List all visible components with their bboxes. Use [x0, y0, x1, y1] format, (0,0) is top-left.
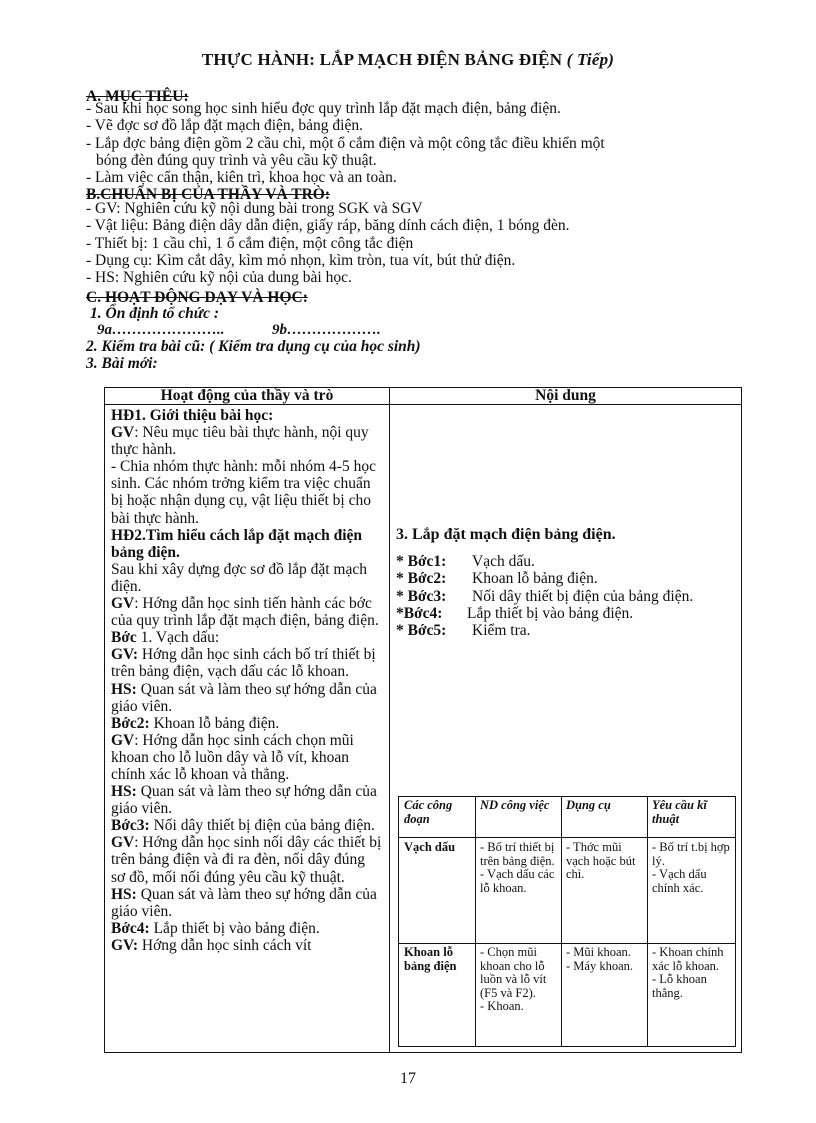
activity-para: HĐ2.Tìm hiểu cách lắp đặt mạch điện bảng điện. [111, 526, 363, 561]
org-item: 1. Ổn định tổ chức : [90, 305, 219, 322]
activity-para: Bớc4: Lắp thiết bị vào bảng điện. [111, 919, 320, 937]
procedure-table [398, 796, 736, 1047]
task-cell: - Bố trí thiết bị trên bảng điện. - Vạch dấu các lỗ khoan. [480, 840, 555, 895]
col-content-header: Nội dung [535, 388, 596, 404]
activity-column [111, 407, 383, 954]
new-lesson-item: 3. Bài mới: [86, 355, 158, 372]
objective-line: - Lắp đợc bảng điện gồm 2 cầu chì, một ổ cắm điện và một công tắc điều khiển một [86, 134, 605, 152]
step-line: *Bớc4: Lắp thiết bị vào bảng điện. [396, 604, 634, 622]
header-divider [105, 404, 741, 405]
section-objectives [86, 88, 746, 186]
step-line: * Bớc5: Kiểm tra. [396, 622, 531, 640]
content-column [396, 526, 736, 639]
header-stage: Các công đoạn [404, 798, 453, 826]
title-suffix: ( Tiếp) [566, 50, 615, 69]
activity-para: HS: Quan sát và làm theo sự hớng dẫn của giáo viên. [111, 885, 377, 920]
objective-line: - Vẽ đợc sơ đồ lắp đặt mạch điện, bảng điện. [86, 117, 363, 135]
activity-para: GV: Hớng dẫn học sinh cách vít [111, 936, 312, 954]
activity-para: HS: Quan sát và làm theo sự hớng dẫn của giáo viên. [111, 680, 377, 715]
task-cell: - Chọn mũi khoan cho lỗ luồn và lỗ vít (F5 và F2). - Khoan. [480, 945, 547, 1014]
tools-cell: - Thớc mũi vạch hoặc bút chì. [566, 840, 636, 882]
activity-para: GV: Hớng dẫn học sinh cách bố trí thiết bị trên bảng điện, vạch dấu các lỗ khoan. [111, 646, 376, 681]
section-a-heading: A. MỤC TIÊU: [86, 88, 189, 105]
activity-para: Bớc 1. Vạch dấu: [111, 629, 220, 647]
tools-cell: - Mũi khoan. - Máy khoan. [566, 945, 633, 973]
title-main: THỰC HÀNH: LẮP MẠCH ĐIỆN BẢNG ĐIỆN [201, 50, 563, 69]
section-b-heading: B.CHUẨN BỊ CỦA THẦY VÀ TRÒ: [86, 186, 331, 203]
stage-cell: Vạch dấu [404, 840, 456, 854]
stage-cell: Khoan lỗ bảng điện [404, 945, 457, 973]
activity-para: Bớc2: Khoan lỗ bảng điện. [111, 714, 280, 732]
activity-para: GV: Hớng dẫn học sinh nối dây các thiết bị trên bảng điện và đi ra đèn, nối dây đúng sơ đồ, mối nối đúng yêu cầu kỹ thuật. [111, 834, 382, 886]
activity-para: Sau khi xây dựng đợc sơ đồ lắp đặt mạch điện. [111, 560, 367, 595]
page-number: 17 [400, 1070, 416, 1087]
prep-line: - Vật liệu: Bảng điện dây dẫn điện, giấy ráp, băng dính cách điện, 1 bóng đèn. [86, 217, 570, 235]
step-line: * Bớc2: Khoan lỗ bảng điện. [396, 570, 598, 588]
activity-para: GV: Nêu mục tiêu bài thực hành, nội quy thực hành. [111, 424, 369, 459]
column-divider [389, 388, 390, 1052]
activity-para: - Chia nhóm thực hành: mỗi nhóm 4-5 học sinh. Các nhóm trởng kiểm tra việc chuẩn bị hoặc nhận dụng cụ, vật liệu thiết bị cho bài thực hành. [111, 458, 376, 527]
prep-line: - Thiết bị: 1 cầu chì, 1 ổ cắm điện, một công tắc điện [86, 234, 414, 252]
activity-para: GV: Hớng dẫn học sinh tiến hành các bớc của quy trình lắp đặt mạch điện, bảng điện. [111, 595, 379, 630]
prep-line: - Dụng cụ: Kìm cắt dây, kìm mỏ nhọn, kìm tròn, tua vít, bút thử điện. [86, 251, 516, 269]
step-line: * Bớc3: Nối dây thiết bị điện của bảng điện. [396, 587, 694, 605]
section-c-heading: C. HOẠT ĐỘNG DẠY VÀ HỌC: [86, 289, 308, 306]
header-requirement: Yêu cầu kĩ thuật [652, 798, 707, 826]
objective-line: - Làm việc cẩn thận, kiên trì, khoa học và an toàn. [86, 169, 397, 187]
requirement-cell: - Khoan chính xác lỗ khoan. - Lỗ khoan thẳng. [652, 945, 724, 1000]
step-line: * Bớc1: Vạch dấu. [396, 553, 535, 571]
objective-line: bóng đèn đúng quy trình và yêu cầu kỹ thuật. [96, 151, 377, 169]
activity-para: HĐ1. Giới thiệu bài học: [111, 407, 274, 424]
requirement-cell: - Bố trí t.bị hợp lý. - Vạch dấu chính xác. [652, 840, 730, 895]
activity-para: HS: Quan sát và làm theo sự hớng dẫn của giáo viên. [111, 783, 377, 818]
section-preparation [86, 186, 746, 286]
content-heading: 3. Lắp đặt mạch điện bảng điện. [396, 526, 616, 543]
activity-para: Bớc3: Nối dây thiết bị điện của bảng điện. [111, 817, 375, 835]
col-activity-header: Hoạt động của thầy và trò [160, 388, 334, 404]
header-tools: Dụng cụ [566, 798, 611, 812]
check-item: 2. Kiểm tra bài cũ: ( Kiểm tra dụng cụ của học sinh) [86, 338, 421, 355]
page-title [0, 50, 816, 70]
class-9b: 9b………………. [272, 322, 381, 338]
prep-line: - HS: Nghiên cứu kỹ nội của dung bài học. [86, 269, 352, 287]
activity-para: GV: Hớng dẫn học sinh cách chọn mũi khoan cho lỗ luồn dây và lỗ vít, khoan chính xác lỗ khoan và thẳng. [111, 731, 354, 783]
header-task: ND công việc [480, 798, 550, 812]
class-9a: 9a………………….. [97, 322, 225, 338]
prep-line: - GV: Nghiên cứu kỹ nội dung bài trong SGK và SGV [86, 200, 423, 218]
objective-line: - Sau khi học song học sinh hiểu đợc quy trình lắp đặt mạch điện, bảng điện. [86, 100, 561, 118]
